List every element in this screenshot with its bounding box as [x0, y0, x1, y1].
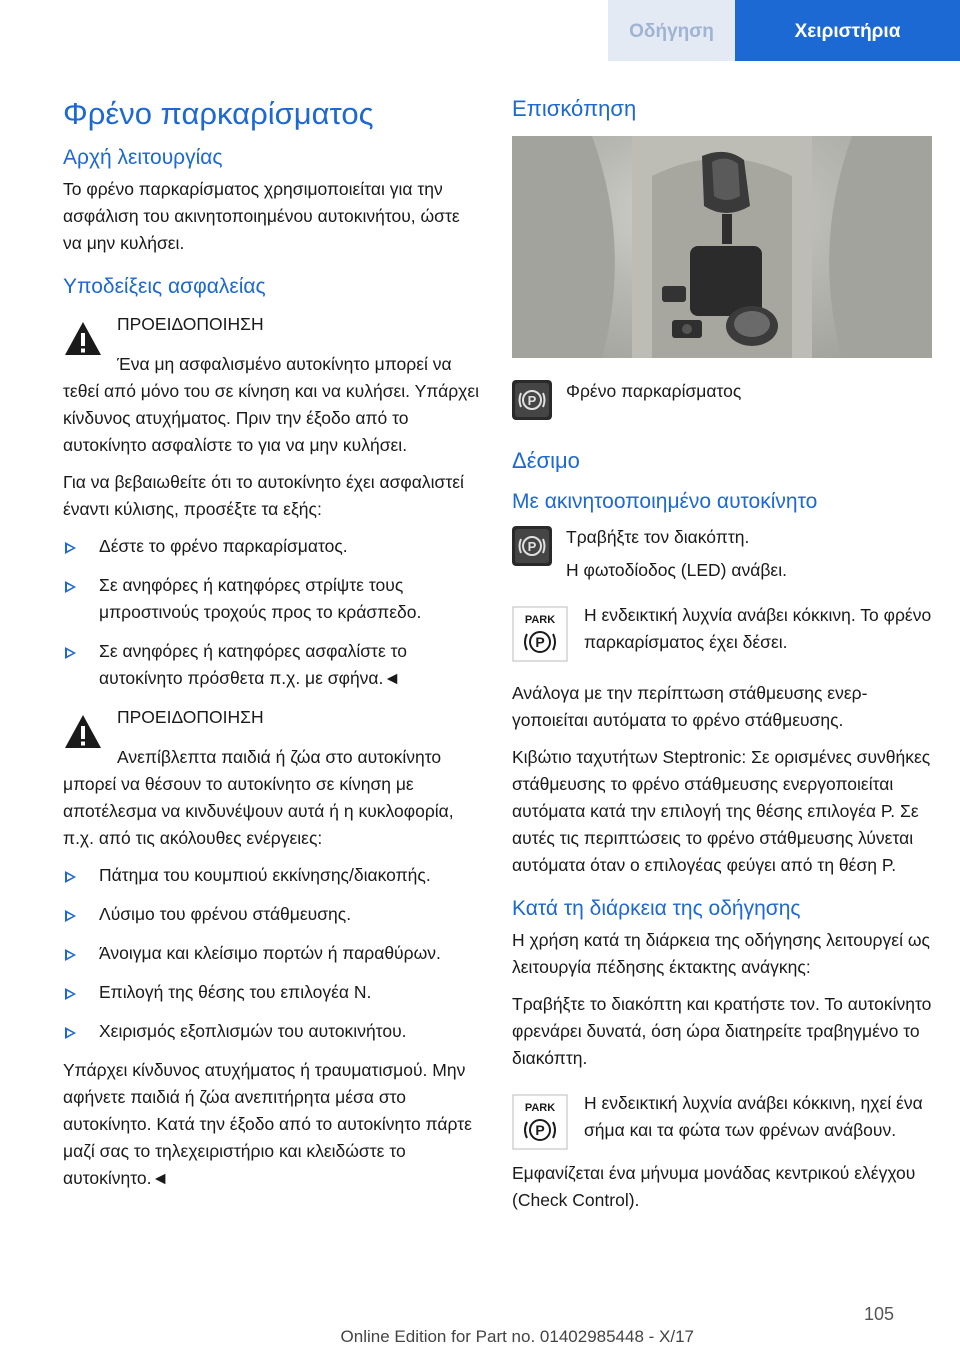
triangle-bullet-icon	[65, 988, 76, 1000]
driving-text: Η χρήση κατά τη διάρκεια της οδήγησης λειτουργεί ως λειτουργία πέδησης έκτακτης ανάγκης:	[512, 930, 930, 977]
svg-text:P: P	[527, 393, 537, 408]
list-item: Άνοιγμα και κλείσιμο πορτών ή παραθύρων.	[63, 940, 483, 967]
svg-text:P: P	[535, 634, 545, 650]
driving-step: Τραβήξτε το διακόπτη και κρατήστε τον. Το αυτοκίνητο φρενάρει δυνατά, όση ώρα διατηρείτε τραβηγμένο το διακόπτη.	[512, 994, 932, 1068]
parking-brake-button-icon	[512, 380, 552, 420]
triangle-bullet-icon	[65, 581, 76, 593]
triangle-bullet-icon	[65, 542, 76, 554]
console-photo	[512, 136, 932, 358]
triangle-bullet-icon	[65, 871, 76, 883]
svg-text:P: P	[527, 539, 537, 554]
park-indicator-text-1: Η ενδεικτική λυχνία ανάβει κόκκινη. Το φρένο παρκαρίσματος έχει δέσει.	[584, 605, 932, 652]
closing-text: Υπάρχει κίνδυνος ατυχήματος ή τραυματισμού. Μην αφήνετε παιδιά ή ζώα ανεπιτήρητα μέσα στο αυτοκίνητο. Κατά την έξοδο από το αυτοκίνητο πάρτε μαζί σας το τηλεχειριστήριο και κλειδώστε το αυτοκίνητο.◄	[63, 1060, 472, 1188]
list-item: Σε ανηφόρες ή κατηφόρες ασφαλίστε το αυτοκίνητο πρόσθετα π.χ. με σφήνα.◄	[63, 638, 483, 692]
park-indicator-text-2: Η ενδεικτική λυχνία ανάβει κόκκινη, ηχεί ένα σήμα και τα φώτα των φρένων ανάβουν.	[584, 1093, 923, 1140]
safety-heading: Υποδείξεις ασφαλείας	[63, 275, 266, 298]
list-item: Χειρισμός εξοπλισμών του αυτοκινήτου.	[63, 1018, 483, 1045]
triangle-bullet-icon	[65, 910, 76, 922]
edition-note: Online Edition for Part no. 01402985448 - X/17	[340, 1327, 694, 1346]
stationary-step-1: Τραβήξτε τον διακόπτη.	[566, 527, 750, 547]
park-indicator-icon	[512, 1094, 568, 1150]
list-item: Επιλογή της θέσης του επιλογέα N.	[63, 979, 483, 1006]
principle-heading: Αρχή λειτουργίας	[63, 146, 223, 169]
park-indicator-row-1	[512, 602, 932, 662]
warning-text-1: Ένα μη ασφαλισμένο αυτοκίνητο μπορεί να τεθεί από μόνο του σε κίνηση και να κυλήσει. Υπάρχει κίνδυνος ατυχήματος. Πριν την έξοδο από το αυτοκίνητο ασφαλίστε το για να μην κυλήσει.	[63, 354, 480, 455]
parking-brake-button-icon	[512, 526, 552, 566]
page-number: 105	[863, 1304, 894, 1324]
principle-text: Το φρένο παρκαρίσματος χρησιμοποιείται για την ασφάλιση του ακινητοποιημένου αυτοκινήτου, ώστε να μην κυλήσει.	[63, 179, 460, 253]
warning-label: ΠΡΟΕΙΔΟΠΟΙΗΣΗ	[117, 707, 264, 727]
center-console-illustration	[512, 136, 932, 358]
list-item: Σε ανηφόρες ή κατηφόρες στρίψτε τους μπροστινούς τροχούς προς το κράσπεδο.	[63, 572, 483, 626]
triangle-bullet-icon	[65, 1027, 76, 1039]
right-column	[512, 96, 932, 1214]
tab-driving[interactable]: Οδήγηση	[608, 0, 735, 61]
engage-heading: Δέσιμο	[512, 448, 580, 473]
stationary-heading: Με ακινητοοποιημένο αυτοκίνητο	[512, 490, 818, 513]
triangle-bullet-icon	[65, 647, 76, 659]
warning-icon	[63, 319, 103, 359]
caption-row	[512, 378, 932, 420]
list-item: Δέστε το φρένο παρκαρίσματος.	[63, 533, 483, 560]
left-column	[63, 96, 483, 1192]
park-indicator-icon	[512, 606, 568, 662]
park-indicator-row-2	[512, 1090, 932, 1150]
chapter-tabs	[608, 0, 960, 61]
page-title: Φρένο παρκαρίσματος	[63, 96, 374, 131]
svg-text:P: P	[535, 1122, 545, 1138]
svg-text:PARK: PARK	[524, 1102, 556, 1114]
page-footer	[0, 1302, 960, 1362]
auto-apply-text: Ανάλογα με την περίπτωση στάθμευσης ενεργοποιείται αυτόματα το φρένο στάθμευσης.	[512, 683, 868, 730]
intro-text: Για να βεβαιωθείτε ότι το αυτοκίνητο έχει ασφαλιστεί έναντι κύλισης, προσέξτε τα εξής:	[63, 472, 464, 519]
check-control-text: Εμφανίζεται ένα μήνυμα μονάδας κεντρικού ελέγχου (Check Control).	[512, 1163, 916, 1210]
overview-heading: Επισκόπηση	[512, 96, 637, 121]
stationary-step-2: Η φωτοδίοδος (LED) ανάβει.	[566, 560, 787, 580]
list-item: Λύσιμο του φρένου στάθμευσης.	[63, 901, 483, 928]
safety-list-2	[63, 862, 483, 1045]
warning-icon	[63, 712, 103, 752]
tab-controls[interactable]: Χειριστήρια	[735, 0, 960, 61]
warning-label: ΠΡΟΕΙΔΟΠΟΙΗΣΗ	[117, 314, 264, 334]
list-item: Πάτημα του κουμπιού εκκίνησης/διακοπής.	[63, 862, 483, 889]
safety-list-1	[63, 533, 483, 692]
photo-caption: Φρένο παρκαρίσματος	[566, 381, 742, 401]
driving-heading: Κατά τη διάρκεια της οδήγησης	[512, 897, 801, 920]
svg-text:PARK: PARK	[524, 614, 556, 626]
warning-text-2: Ανεπίβλεπτα παιδιά ή ζώα στο αυτοκίνητο μπορεί να θέσουν το αυτοκίνητο σε κίνηση με αποτέλεσμα να κινδυνέψουν αυτά ή η κυκλοφορία, π.χ. από τις ακόλουθες ενέργειες:	[63, 747, 454, 848]
stationary-step-row	[512, 524, 932, 584]
steptronic-text: Κιβώτιο ταχυτήτων Steptronic: Σε ορισμένες συνθήκες στάθμευσης το φρένο στάθμευσης ενεργοποιείται αυτόματα κατά την επιλογή της θέσης επιλογέα P. Σε αυτές τις περιπτώσεις το φρένο στάθμευσης λύνεται αυτόματα όταν ο επιλογέας φεύγει από τη θέση P.	[512, 747, 931, 875]
triangle-bullet-icon	[65, 949, 76, 961]
